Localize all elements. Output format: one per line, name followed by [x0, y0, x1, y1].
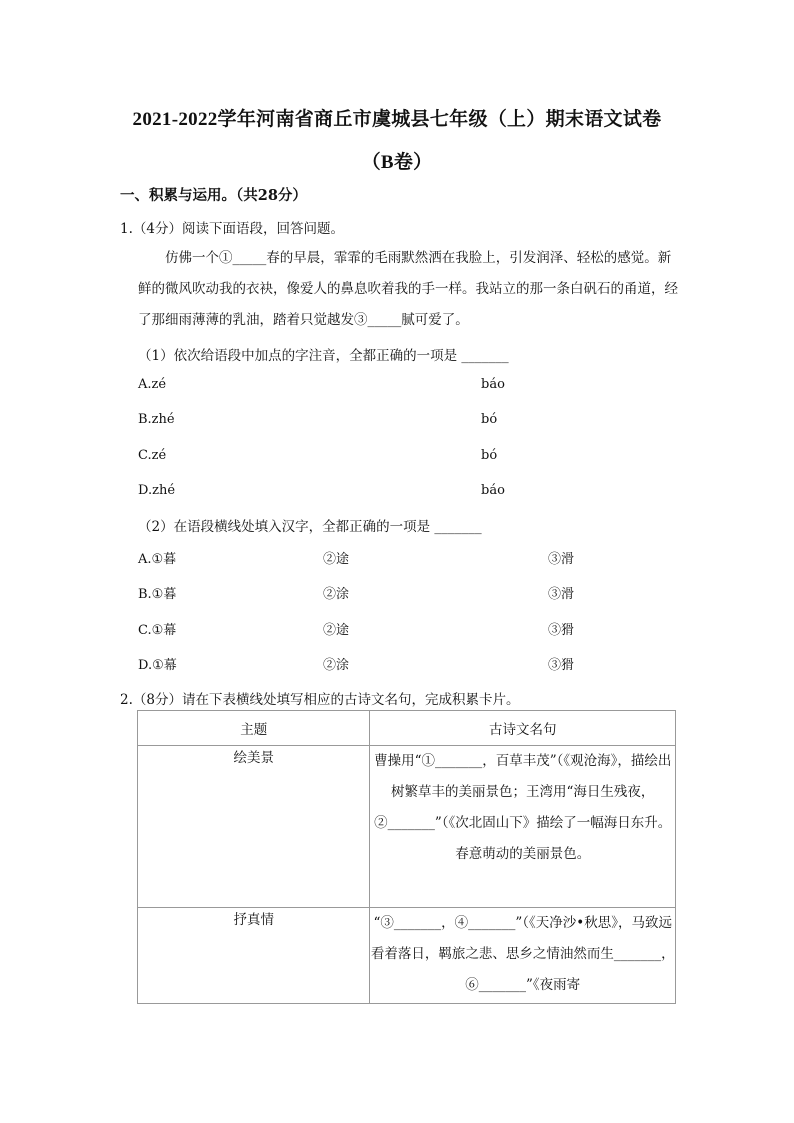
option-a-right: báo: [481, 377, 505, 392]
question-1-stem: 1.（4分）阅读下面语段，回答问题。: [120, 221, 344, 237]
option-c-left: C.zé: [138, 448, 167, 463]
question-1-sub2: （2）在语段横线处填入汉字，全都正确的一项是 _______: [138, 519, 482, 535]
option-d-right: báo: [481, 483, 505, 498]
exam-title-line1: 2021-2022学年河南省商丘市虞城县七年级（上）期末语文试卷: [132, 109, 662, 130]
option2-a-3: ③滑: [548, 552, 575, 567]
row-content: 曹操用“①_______，百草丰茂”（《观沧海》，描绘出树繁草丰的美丽景色；王湾用“海日生残夜，②_______”（《次北固山下》描绘了一幅海日东升。春意萌动的美丽景色。: [370, 746, 676, 908]
option-c-right: bó: [481, 448, 498, 463]
option-d-left: D.zhé: [138, 483, 176, 498]
option2-b-1: B.①暮: [138, 587, 177, 602]
option-b-left: B.zhé: [138, 412, 175, 427]
option-a-left: A.zé: [138, 377, 167, 392]
section-heading: 一、积累与运用。（共28分）: [120, 187, 307, 204]
option2-c-1: C.①幕: [138, 623, 177, 638]
option-b-right: bó: [481, 412, 498, 427]
question-1-sub1: （1）依次给语段中加点的字注音，全都正确的一项是 _______: [138, 348, 509, 364]
table-row: [138, 746, 676, 908]
option2-c-2: ②途: [323, 623, 350, 638]
option2-d-3: ③猾: [548, 658, 575, 673]
option2-a-2: ②途: [323, 552, 350, 567]
option2-b-2: ②涂: [323, 587, 350, 602]
row-theme: 抒真情: [138, 908, 370, 1004]
question-2-stem: 2.（8分）请在下表横线处填写相应的古诗文名句，完成积累卡片。: [120, 692, 520, 708]
header-quotes: 古诗文名句: [370, 711, 676, 746]
row-theme: 绘美景: [138, 746, 370, 908]
table-header-row: [138, 711, 676, 746]
header-theme: 主题: [138, 711, 370, 746]
exam-title-line2: （B卷）: [361, 152, 433, 173]
option2-c-3: ③猾: [548, 623, 575, 638]
option2-a-1: A.①暮: [138, 552, 177, 567]
accumulation-card-table: [137, 710, 676, 1004]
option2-d-2: ②涂: [323, 658, 350, 673]
row-content: “③_______，④_______”（《天净沙•秋思》，马致远看着落日，羁旅之悲、思乡之情油然而生_______，⑥_______”《夜雨寄: [370, 908, 676, 1004]
option2-b-3: ③滑: [548, 587, 575, 602]
question-1-passage: 仿佛一个①_____春的早晨，霏霏的毛雨默然洒在我脸上，引发润泽、轻松的感觉。新鲜的微风吹动我的衣袂，像爱人的鼻息吹着我的手一样。我站立的那一条白矾石的甬道，经了那细雨薄薄的乳油，踏着只觉越发③_____腻可爱了。: [138, 250, 678, 328]
option2-d-1: D.①幕: [138, 658, 177, 673]
table-row: [138, 908, 676, 1004]
